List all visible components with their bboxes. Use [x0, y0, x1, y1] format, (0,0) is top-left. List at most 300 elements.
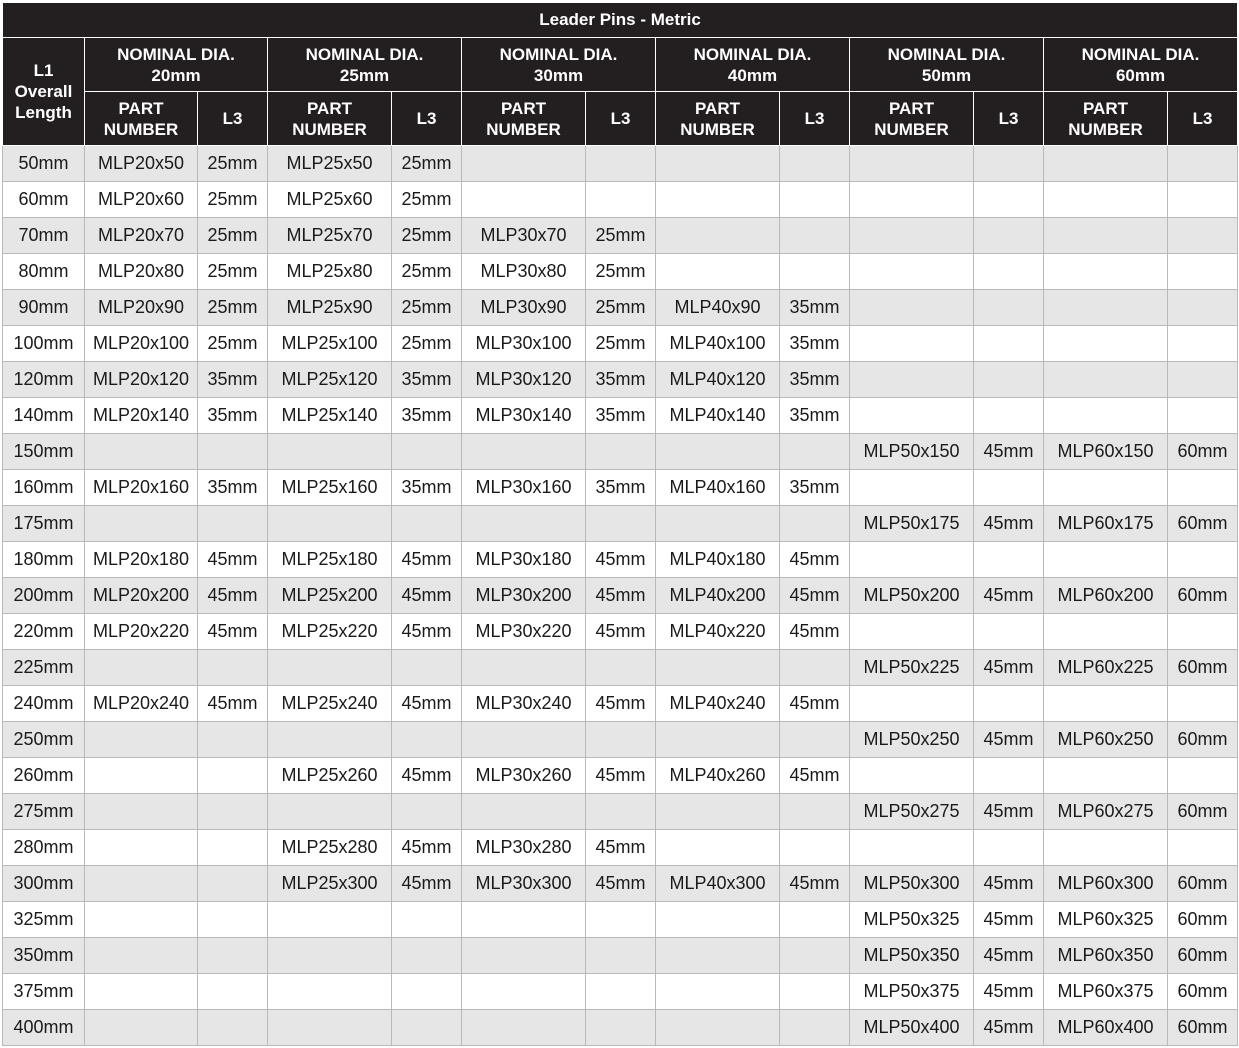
- l3-cell: [392, 722, 462, 758]
- part-number-header: [1044, 92, 1168, 146]
- l3-cell: [780, 254, 850, 290]
- part-number-cell: MLP25x100: [268, 326, 392, 362]
- part-number-cell: [850, 146, 974, 182]
- part-number-cell: MLP25x90: [268, 290, 392, 326]
- part-number-cell: [656, 434, 780, 470]
- part-number-cell: [462, 506, 586, 542]
- l3-cell: 25mm: [392, 146, 462, 182]
- part-number-cell: [850, 182, 974, 218]
- l3-cell: [586, 974, 656, 1010]
- diameter-header-50: [850, 38, 1044, 92]
- l3-cell: [780, 794, 850, 830]
- l3-cell: 45mm: [198, 614, 268, 650]
- part-number-cell: [1044, 254, 1168, 290]
- part-number-cell: MLP20x160: [85, 470, 198, 506]
- part-number-cell: [656, 794, 780, 830]
- part-number-cell: MLP30x260: [462, 758, 586, 794]
- l3-cell: [780, 146, 850, 182]
- l3-cell: [780, 650, 850, 686]
- part-number-cell: [850, 290, 974, 326]
- l3-cell: 45mm: [586, 614, 656, 650]
- part-number-cell: MLP50x300: [850, 866, 974, 902]
- part-number-cell: MLP20x50: [85, 146, 198, 182]
- part-number-cell: [85, 650, 198, 686]
- part-number-cell: MLP50x225: [850, 650, 974, 686]
- part-number-cell: MLP40x100: [656, 326, 780, 362]
- part-number-cell: MLP60x150: [1044, 434, 1168, 470]
- table-row: [3, 686, 1238, 722]
- l3-cell: [974, 254, 1044, 290]
- l3-cell: [586, 506, 656, 542]
- table-row: [3, 434, 1238, 470]
- table-row: [3, 902, 1238, 938]
- part-number-cell: [850, 326, 974, 362]
- part-number-cell: MLP60x175: [1044, 506, 1168, 542]
- part-label: PART: [694, 98, 740, 118]
- part-number-cell: MLP25x120: [268, 362, 392, 398]
- l3-cell: [974, 326, 1044, 362]
- l3-cell: [974, 614, 1044, 650]
- l3-cell: 45mm: [974, 938, 1044, 974]
- part-number-cell: [462, 650, 586, 686]
- l3-cell: [198, 1010, 268, 1046]
- part-number-cell: [268, 1010, 392, 1046]
- l1-length-label: Length: [15, 103, 72, 122]
- l3-cell: 25mm: [392, 182, 462, 218]
- l3-cell: 35mm: [392, 362, 462, 398]
- part-number-cell: [1044, 146, 1168, 182]
- l3-cell: [1168, 146, 1238, 182]
- leader-pins-table: [2, 2, 1238, 1046]
- part-number-cell: [656, 506, 780, 542]
- overall-length-cell: 200mm: [3, 578, 85, 614]
- l3-cell: 60mm: [1168, 938, 1238, 974]
- part-number-cell: [268, 974, 392, 1010]
- number-label: NUMBER: [292, 119, 367, 139]
- l3-cell: 45mm: [974, 722, 1044, 758]
- part-number-cell: MLP30x100: [462, 326, 586, 362]
- part-number-cell: [462, 902, 586, 938]
- part-number-cell: [85, 434, 198, 470]
- l3-cell: [780, 938, 850, 974]
- l3-cell: [198, 866, 268, 902]
- part-number-cell: MLP60x275: [1044, 794, 1168, 830]
- overall-length-cell: 80mm: [3, 254, 85, 290]
- l3-cell: [586, 938, 656, 974]
- l3-cell: 25mm: [198, 218, 268, 254]
- l3-cell: [1168, 686, 1238, 722]
- l3-cell: [1168, 290, 1238, 326]
- part-number-cell: MLP25x240: [268, 686, 392, 722]
- diameter-header-row: [3, 38, 1238, 92]
- l3-cell: 25mm: [586, 290, 656, 326]
- part-number-cell: MLP30x280: [462, 830, 586, 866]
- l3-cell: 45mm: [586, 542, 656, 578]
- part-number-cell: MLP20x60: [85, 182, 198, 218]
- diameter-label: NOMINAL DIA.: [1081, 44, 1200, 64]
- l3-cell: [780, 218, 850, 254]
- part-number-cell: MLP20x80: [85, 254, 198, 290]
- l3-cell: [586, 794, 656, 830]
- l3-cell: [586, 434, 656, 470]
- part-number-cell: MLP25x80: [268, 254, 392, 290]
- part-number-cell: [462, 722, 586, 758]
- l3-cell: 35mm: [780, 326, 850, 362]
- part-number-cell: MLP50x175: [850, 506, 974, 542]
- part-number-cell: MLP20x200: [85, 578, 198, 614]
- l3-cell: [198, 758, 268, 794]
- diameter-size: 20mm: [151, 65, 201, 85]
- sub-header-row: [3, 92, 1238, 146]
- diameter-label: NOMINAL DIA.: [305, 44, 424, 64]
- part-number-cell: [656, 902, 780, 938]
- l3-cell: 45mm: [392, 758, 462, 794]
- diameter-header-25: [268, 38, 462, 92]
- l3-cell: 60mm: [1168, 1010, 1238, 1046]
- table-row: [3, 866, 1238, 902]
- table-row: [3, 650, 1238, 686]
- l3-cell: 45mm: [586, 686, 656, 722]
- l3-cell: [586, 722, 656, 758]
- l3-cell: [974, 398, 1044, 434]
- l3-cell: 25mm: [198, 146, 268, 182]
- number-label: NUMBER: [874, 119, 949, 139]
- part-number-cell: MLP20x240: [85, 686, 198, 722]
- part-number-cell: [268, 506, 392, 542]
- part-number-cell: [462, 1010, 586, 1046]
- l3-cell: [1168, 362, 1238, 398]
- l3-cell: [198, 794, 268, 830]
- part-number-cell: MLP25x140: [268, 398, 392, 434]
- part-number-cell: [656, 1010, 780, 1046]
- part-number-cell: MLP25x160: [268, 470, 392, 506]
- l3-cell: [586, 902, 656, 938]
- part-number-cell: [1044, 830, 1168, 866]
- l3-cell: [198, 506, 268, 542]
- part-number-cell: [850, 254, 974, 290]
- part-number-cell: [850, 830, 974, 866]
- l3-cell: 25mm: [198, 326, 268, 362]
- part-number-cell: MLP30x240: [462, 686, 586, 722]
- table-row: [3, 830, 1238, 866]
- table-row: [3, 470, 1238, 506]
- part-number-cell: [462, 182, 586, 218]
- l3-cell: [198, 974, 268, 1010]
- part-number-cell: [268, 722, 392, 758]
- l3-cell: 25mm: [586, 326, 656, 362]
- part-number-cell: [1044, 758, 1168, 794]
- part-number-header: [268, 92, 392, 146]
- l3-cell: [780, 830, 850, 866]
- diameter-label: NOMINAL DIA.: [693, 44, 812, 64]
- part-number-cell: MLP40x200: [656, 578, 780, 614]
- table-row: [3, 938, 1238, 974]
- part-number-cell: [462, 938, 586, 974]
- part-number-cell: [656, 830, 780, 866]
- part-number-cell: [85, 938, 198, 974]
- part-number-cell: MLP25x300: [268, 866, 392, 902]
- part-number-cell: MLP25x180: [268, 542, 392, 578]
- overall-length-cell: 275mm: [3, 794, 85, 830]
- part-number-cell: [850, 470, 974, 506]
- part-number-cell: [656, 218, 780, 254]
- part-number-cell: [1044, 290, 1168, 326]
- l3-cell: [974, 542, 1044, 578]
- l3-header: L3: [780, 92, 850, 146]
- part-number-cell: [85, 506, 198, 542]
- l3-cell: 60mm: [1168, 722, 1238, 758]
- part-number-cell: [656, 938, 780, 974]
- diameter-header-20: [85, 38, 268, 92]
- l3-cell: 45mm: [974, 1010, 1044, 1046]
- l3-cell: 45mm: [974, 578, 1044, 614]
- diameter-header-30: [462, 38, 656, 92]
- l3-cell: [392, 974, 462, 1010]
- l3-cell: 60mm: [1168, 974, 1238, 1010]
- overall-length-cell: 60mm: [3, 182, 85, 218]
- part-number-cell: MLP30x140: [462, 398, 586, 434]
- l3-cell: [198, 902, 268, 938]
- l3-cell: 25mm: [198, 182, 268, 218]
- l3-cell: [392, 650, 462, 686]
- part-number-cell: [656, 146, 780, 182]
- overall-length-cell: 150mm: [3, 434, 85, 470]
- table-row: [3, 614, 1238, 650]
- l3-cell: [198, 938, 268, 974]
- part-number-cell: [850, 362, 974, 398]
- part-number-cell: MLP60x375: [1044, 974, 1168, 1010]
- l3-cell: 45mm: [974, 506, 1044, 542]
- l3-cell: 25mm: [586, 254, 656, 290]
- table-row: [3, 146, 1238, 182]
- part-number-cell: [656, 182, 780, 218]
- l3-cell: [974, 290, 1044, 326]
- part-number-cell: MLP50x325: [850, 902, 974, 938]
- l3-cell: [1168, 398, 1238, 434]
- part-number-cell: MLP20x140: [85, 398, 198, 434]
- table-row: [3, 974, 1238, 1010]
- l3-cell: [974, 758, 1044, 794]
- l3-cell: 45mm: [198, 578, 268, 614]
- l3-cell: [974, 686, 1044, 722]
- l3-cell: 45mm: [780, 758, 850, 794]
- l3-cell: 35mm: [392, 398, 462, 434]
- part-number-cell: [268, 938, 392, 974]
- part-number-cell: [850, 758, 974, 794]
- l3-cell: 35mm: [586, 470, 656, 506]
- part-label: PART: [500, 98, 546, 118]
- overall-length-cell: 260mm: [3, 758, 85, 794]
- l3-cell: [586, 1010, 656, 1046]
- part-number-header: [656, 92, 780, 146]
- part-number-cell: MLP40x220: [656, 614, 780, 650]
- part-number-cell: [85, 830, 198, 866]
- part-number-header: [850, 92, 974, 146]
- overall-length-cell: 175mm: [3, 506, 85, 542]
- overall-length-cell: 50mm: [3, 146, 85, 182]
- part-label: PART: [306, 98, 352, 118]
- part-number-cell: MLP20x70: [85, 218, 198, 254]
- part-number-cell: [850, 398, 974, 434]
- overall-length-cell: 375mm: [3, 974, 85, 1010]
- title-row: [3, 3, 1238, 38]
- table-body: [3, 146, 1238, 1046]
- l3-cell: [1168, 218, 1238, 254]
- l3-cell: 35mm: [586, 362, 656, 398]
- part-number-cell: [1044, 470, 1168, 506]
- part-label: PART: [888, 98, 934, 118]
- part-label: PART: [1082, 98, 1128, 118]
- l3-cell: [780, 902, 850, 938]
- part-number-cell: MLP20x90: [85, 290, 198, 326]
- part-number-cell: [462, 146, 586, 182]
- l3-cell: 45mm: [780, 686, 850, 722]
- table-row: [3, 326, 1238, 362]
- l3-cell: [198, 830, 268, 866]
- part-number-cell: MLP60x300: [1044, 866, 1168, 902]
- part-number-cell: MLP30x80: [462, 254, 586, 290]
- l3-cell: 45mm: [974, 650, 1044, 686]
- diameter-label: NOMINAL DIA.: [887, 44, 1006, 64]
- table-row: [3, 218, 1238, 254]
- overall-length-cell: 90mm: [3, 290, 85, 326]
- part-number-cell: MLP30x160: [462, 470, 586, 506]
- part-number-cell: [1044, 182, 1168, 218]
- l3-cell: 25mm: [392, 290, 462, 326]
- part-number-cell: MLP25x200: [268, 578, 392, 614]
- part-number-cell: MLP60x250: [1044, 722, 1168, 758]
- l3-cell: 45mm: [392, 542, 462, 578]
- l3-cell: [780, 506, 850, 542]
- part-number-cell: [85, 758, 198, 794]
- l3-cell: 60mm: [1168, 578, 1238, 614]
- l3-cell: [974, 830, 1044, 866]
- table-row: [3, 506, 1238, 542]
- part-number-cell: MLP40x120: [656, 362, 780, 398]
- l3-cell: [198, 434, 268, 470]
- number-label: NUMBER: [1068, 119, 1143, 139]
- part-number-cell: MLP50x350: [850, 938, 974, 974]
- l3-cell: [974, 470, 1044, 506]
- part-number-cell: MLP60x325: [1044, 902, 1168, 938]
- overall-length-cell: 300mm: [3, 866, 85, 902]
- part-number-cell: MLP25x220: [268, 614, 392, 650]
- part-number-cell: MLP60x400: [1044, 1010, 1168, 1046]
- part-number-cell: [656, 254, 780, 290]
- part-number-cell: [85, 1010, 198, 1046]
- l3-cell: 60mm: [1168, 794, 1238, 830]
- l3-cell: 45mm: [974, 434, 1044, 470]
- l3-cell: 45mm: [780, 578, 850, 614]
- l3-cell: 60mm: [1168, 650, 1238, 686]
- l3-cell: 45mm: [586, 578, 656, 614]
- l3-cell: [586, 182, 656, 218]
- l3-cell: 35mm: [780, 470, 850, 506]
- l1-overall-label: Overall: [14, 82, 73, 101]
- l3-cell: [974, 182, 1044, 218]
- overall-length-cell: 160mm: [3, 470, 85, 506]
- part-number-cell: [1044, 326, 1168, 362]
- overall-length-cell: 280mm: [3, 830, 85, 866]
- l3-cell: [1168, 326, 1238, 362]
- diameter-size: 50mm: [921, 65, 972, 85]
- l3-cell: [392, 938, 462, 974]
- table-row: [3, 542, 1238, 578]
- part-number-cell: MLP30x220: [462, 614, 586, 650]
- l3-cell: 45mm: [780, 614, 850, 650]
- l3-cell: 45mm: [392, 830, 462, 866]
- l3-cell: 60mm: [1168, 434, 1238, 470]
- diameter-size: 40mm: [727, 65, 778, 85]
- l3-cell: 35mm: [780, 362, 850, 398]
- part-number-cell: [656, 722, 780, 758]
- part-number-cell: MLP40x240: [656, 686, 780, 722]
- part-number-cell: [268, 794, 392, 830]
- part-number-cell: MLP40x90: [656, 290, 780, 326]
- table-row: [3, 182, 1238, 218]
- part-number-cell: MLP50x150: [850, 434, 974, 470]
- l3-cell: [1168, 830, 1238, 866]
- part-number-cell: [85, 722, 198, 758]
- l3-cell: 45mm: [586, 758, 656, 794]
- part-number-cell: [850, 542, 974, 578]
- l3-cell: 45mm: [974, 902, 1044, 938]
- l3-cell: 45mm: [974, 974, 1044, 1010]
- l3-cell: [392, 1010, 462, 1046]
- diameter-size: 60mm: [1115, 65, 1166, 85]
- number-label: NUMBER: [486, 119, 561, 139]
- part-number-cell: MLP25x70: [268, 218, 392, 254]
- part-number-cell: MLP30x300: [462, 866, 586, 902]
- l3-header: L3: [974, 92, 1044, 146]
- l3-header: L3: [392, 92, 462, 146]
- l3-cell: [1168, 254, 1238, 290]
- l3-cell: [780, 974, 850, 1010]
- part-number-cell: MLP40x160: [656, 470, 780, 506]
- part-number-cell: MLP60x225: [1044, 650, 1168, 686]
- part-number-cell: MLP30x200: [462, 578, 586, 614]
- part-number-cell: [268, 902, 392, 938]
- l3-cell: 45mm: [198, 542, 268, 578]
- l3-cell: 45mm: [392, 866, 462, 902]
- table-row: [3, 722, 1238, 758]
- part-number-cell: MLP50x275: [850, 794, 974, 830]
- part-number-cell: MLP30x180: [462, 542, 586, 578]
- part-number-cell: MLP40x260: [656, 758, 780, 794]
- table-row: [3, 254, 1238, 290]
- l3-cell: [974, 146, 1044, 182]
- l3-cell: 35mm: [586, 398, 656, 434]
- l3-cell: 25mm: [392, 326, 462, 362]
- l3-cell: 45mm: [392, 614, 462, 650]
- part-number-cell: [462, 974, 586, 1010]
- part-number-cell: [268, 434, 392, 470]
- part-label: PART: [118, 98, 164, 118]
- part-number-cell: MLP50x200: [850, 578, 974, 614]
- part-number-cell: [85, 902, 198, 938]
- l3-cell: 45mm: [586, 830, 656, 866]
- l3-header: L3: [586, 92, 656, 146]
- table-title: Leader Pins - Metric: [3, 3, 1238, 38]
- overall-length-cell: 180mm: [3, 542, 85, 578]
- table-header: [3, 3, 1238, 146]
- part-number-cell: [1044, 362, 1168, 398]
- l3-cell: [780, 1010, 850, 1046]
- table-row: [3, 794, 1238, 830]
- l3-cell: 25mm: [198, 254, 268, 290]
- l3-cell: [1168, 758, 1238, 794]
- part-number-cell: [1044, 686, 1168, 722]
